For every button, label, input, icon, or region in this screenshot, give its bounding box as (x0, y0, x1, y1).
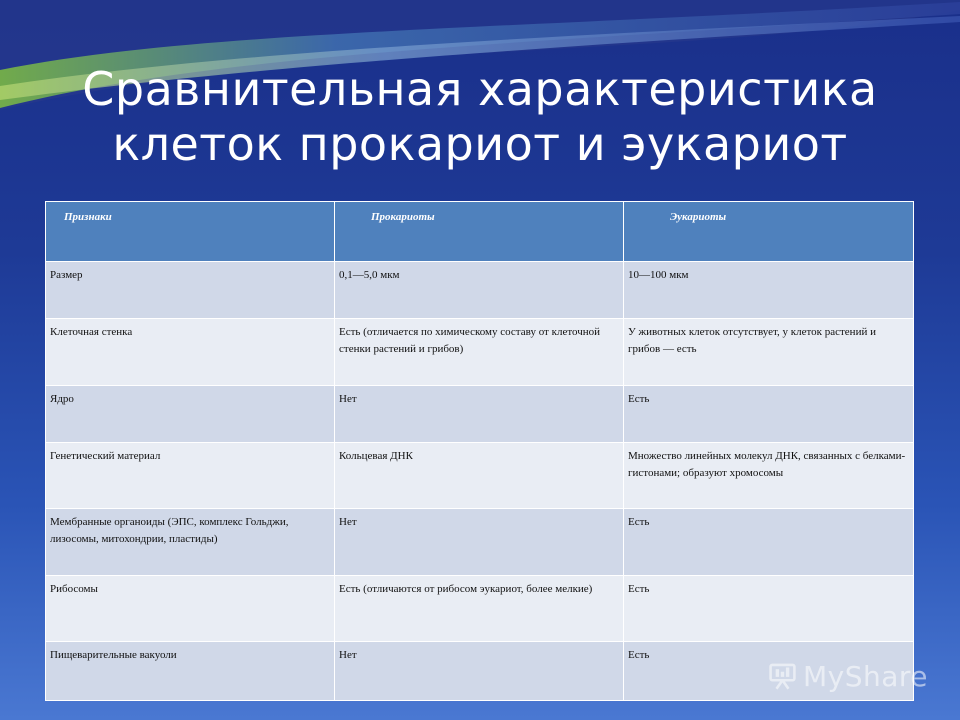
prokaryote-cell: Нет (335, 642, 624, 701)
row-label: Размер (46, 262, 335, 319)
presentation-board-icon (768, 659, 797, 693)
table-row (46, 319, 914, 386)
prokaryote-cell: Есть (отличаются от рибосом эукариот, более мелкие) (335, 576, 624, 642)
slide-title-line-2: клеток прокариот и эукариот (112, 117, 848, 172)
row-label: Рибосомы (46, 576, 335, 642)
eukaryote-cell: Есть (624, 509, 914, 576)
slide-title (40, 62, 920, 172)
eukaryote-cell: Есть (624, 642, 914, 701)
slide-title-line-1: Сравнительная характеристика (82, 62, 878, 116)
table-row (46, 443, 914, 509)
eukaryote-cell: Множество линейных молекул ДНК, связанных с белками-гистонами; образуют хромосомы (624, 443, 914, 509)
row-label: Ядро (46, 386, 335, 443)
header-prokaryotes: Прокариоты (335, 202, 624, 262)
eukaryote-cell: 10—100 мкм (624, 262, 914, 319)
prokaryote-cell: 0,1—5,0 мкм (335, 262, 624, 319)
eukaryote-cell: Есть (624, 576, 914, 642)
watermark-text: MyShare (802, 659, 928, 693)
prokaryote-cell: Нет (335, 386, 624, 443)
comparison-table (45, 201, 914, 701)
table-row (46, 262, 914, 319)
row-label: Мембранные органоиды (ЭПС, комплекс Гольджи, лизосомы, митохондрии, пластиды) (46, 509, 335, 576)
eukaryote-cell: Есть (624, 386, 914, 443)
myshare-watermark[interactable] (768, 656, 928, 696)
row-label: Генетический материал (46, 443, 335, 509)
row-label: Клеточная стенка (46, 319, 335, 386)
eukaryote-cell: У животных клеток отсутствует, у клеток растений и грибов — есть (624, 319, 914, 386)
table-header-row (46, 202, 914, 262)
table-row (46, 576, 914, 642)
header-features: Признаки (46, 202, 335, 262)
header-eukaryotes: Эукариоты (624, 202, 914, 262)
row-label: Пищеварительные вакуоли (46, 642, 335, 701)
table-row (46, 509, 914, 576)
prokaryote-cell: Кольцевая ДНК (335, 443, 624, 509)
prokaryote-cell: Нет (335, 509, 624, 576)
prokaryote-cell: Есть (отличается по химическому составу от клеточной стенки растений и грибов) (335, 319, 624, 386)
table-row (46, 386, 914, 443)
